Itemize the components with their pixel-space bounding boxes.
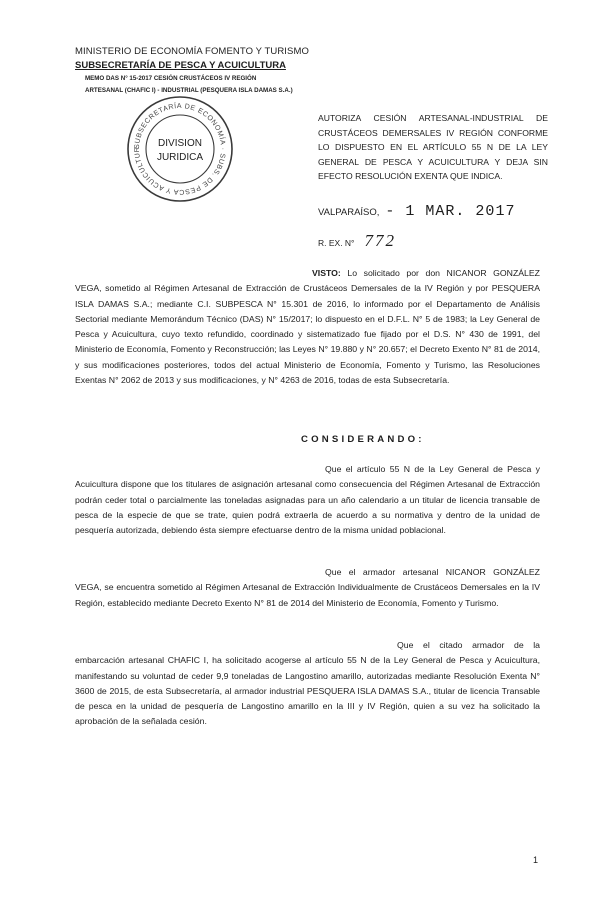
considerando-heading: CONSIDERANDO: <box>301 434 425 445</box>
resolution-date: - 1 MAR. 2017 <box>385 203 516 220</box>
resolution-summary: AUTORIZA CESIÓN ARTESANAL-INDUSTRIAL DE CRUSTÁCEOS DEMERSALES IV REGIÓN CONFORME LO DISPUESTO EN EL ARTÍCULO 55 N DE LA LEY GENERAL DE PESCA Y ACUICULTURA Y DEJA SIN EFECTO RESOLUCIÓN EXENTA QUE INDICA. <box>318 113 548 182</box>
resolution-number: 772 <box>364 231 396 250</box>
visto-text: Lo solicitado por don NICANOR GONZÁLEZ VEGA, sometido al Régimen Artesanal de Extracción de Crustáceos Demersales de la IV Región y por PESQUERA ISLA DAMAS S.A.; mediante C.I. SUBPESCA N° 15.301 de 2016, lo informado por el Departamento de Análisis Sectorial mediante Memorándum Técnico (DAS) N° 15/2017; lo dispuesto en el D.F.L. N° 5 de 1983; la Ley General de Pesca y Acuicultura, cuyo texto refundido, coordinado y sistematizado fue fijado por el D.S. N° 430 de 1991, del Ministerio de Economía, Fomento y Reconstrucción; las Leyes N° 19.880 y N° 20.657; el Decreto Exento N° 81 de 2014, y sus modificaciones posteriores, todos del actual Ministerio de Economía, Fomento y Turismo, las Resoluciones Exentas N° 2062 de 2013 y sus modificaciones, y N° 4263 de 2016, todas de esta Subsecretaría. <box>75 268 540 386</box>
stamp-center-line-1: DIVISION <box>158 138 202 149</box>
visto-label: VISTO: <box>312 268 341 278</box>
division-juridica-stamp <box>125 94 235 204</box>
considerando-paragraph-3: Que el citado armador de la embarcación artesanal CHAFIC I, ha solicitado acogerse al artículo 55 N de la Ley General de Pesca y Acuicultura, manifestando su voluntad de ceder 9,9 toneladas de Langostino amarillo, autorizadas mediante Resolución Exenta N° 3600 de 2015, de esta Subsecretaría, al armador industrial PESQUERA ISLA DAMAS S.A., titular de licencia Transable de pesca en la unidad de pesquería de Langostino amarillo en la III y IV Región, quien a su vez ha solicitado la aprobación de la señalada cesión. <box>75 640 540 727</box>
page-number: 1 <box>533 855 539 865</box>
ministry-heading: MINISTERIO DE ECONOMÍA FOMENTO Y TURISMO <box>75 46 309 57</box>
resolution-number-line <box>318 231 396 251</box>
memo-reference-line-1: MEMO DAS N° 15-2017 CESIÓN CRUSTÁCEOS IV REGIÓN <box>85 75 257 82</box>
memo-reference-line-2: ARTESANAL (CHAFIC I) - INDUSTRIAL (PESQUERA ISLA DAMAS S.A.) <box>85 87 293 94</box>
subsecretariat-heading: SUBSECRETARÍA DE PESCA Y ACUICULTURA <box>75 60 286 71</box>
resolution-label: R. EX. N° <box>318 238 355 248</box>
considerando-paragraph-2: Que el armador artesanal NICANOR GONZÁLEZ VEGA, se encuentra sometido al Régimen Artesanal de Extracción Individualmente de Crustáceos Demersales en la IV Región, establecido mediante Decreto Exento N° 81 de 2014 del Ministerio de Economía, Fomento y Turismo. <box>75 567 540 608</box>
considerando-paragraph-1: Que el artículo 55 N de la Ley General de Pesca y Acuicultura dispone que los titulares de asignación artesanal como consecuencia del Régimen Artesanal de Extracción podrán ceder total o parcialmente las toneladas asignadas para un año calendario a un titular de licencia transable de pesca de la especie de que se trate, quien podrá extraerla de acuerdo a su normativa y dentro de la unidad de pesquería autorizada, debiendo ésta siempre efectuarse dentro de la misma unidad poblacional. <box>75 464 540 536</box>
stamp-center-line-2: JURIDICA <box>156 152 204 163</box>
place-date <box>318 203 515 220</box>
place-city: VALPARAÍSO, <box>318 207 380 218</box>
visto-paragraph <box>75 266 540 388</box>
stamp-ring-text: SUBSECRETARÍA DE ECONOMÍA · SUBS. DE PESCA Y ACUICULTUR <box>133 102 227 196</box>
